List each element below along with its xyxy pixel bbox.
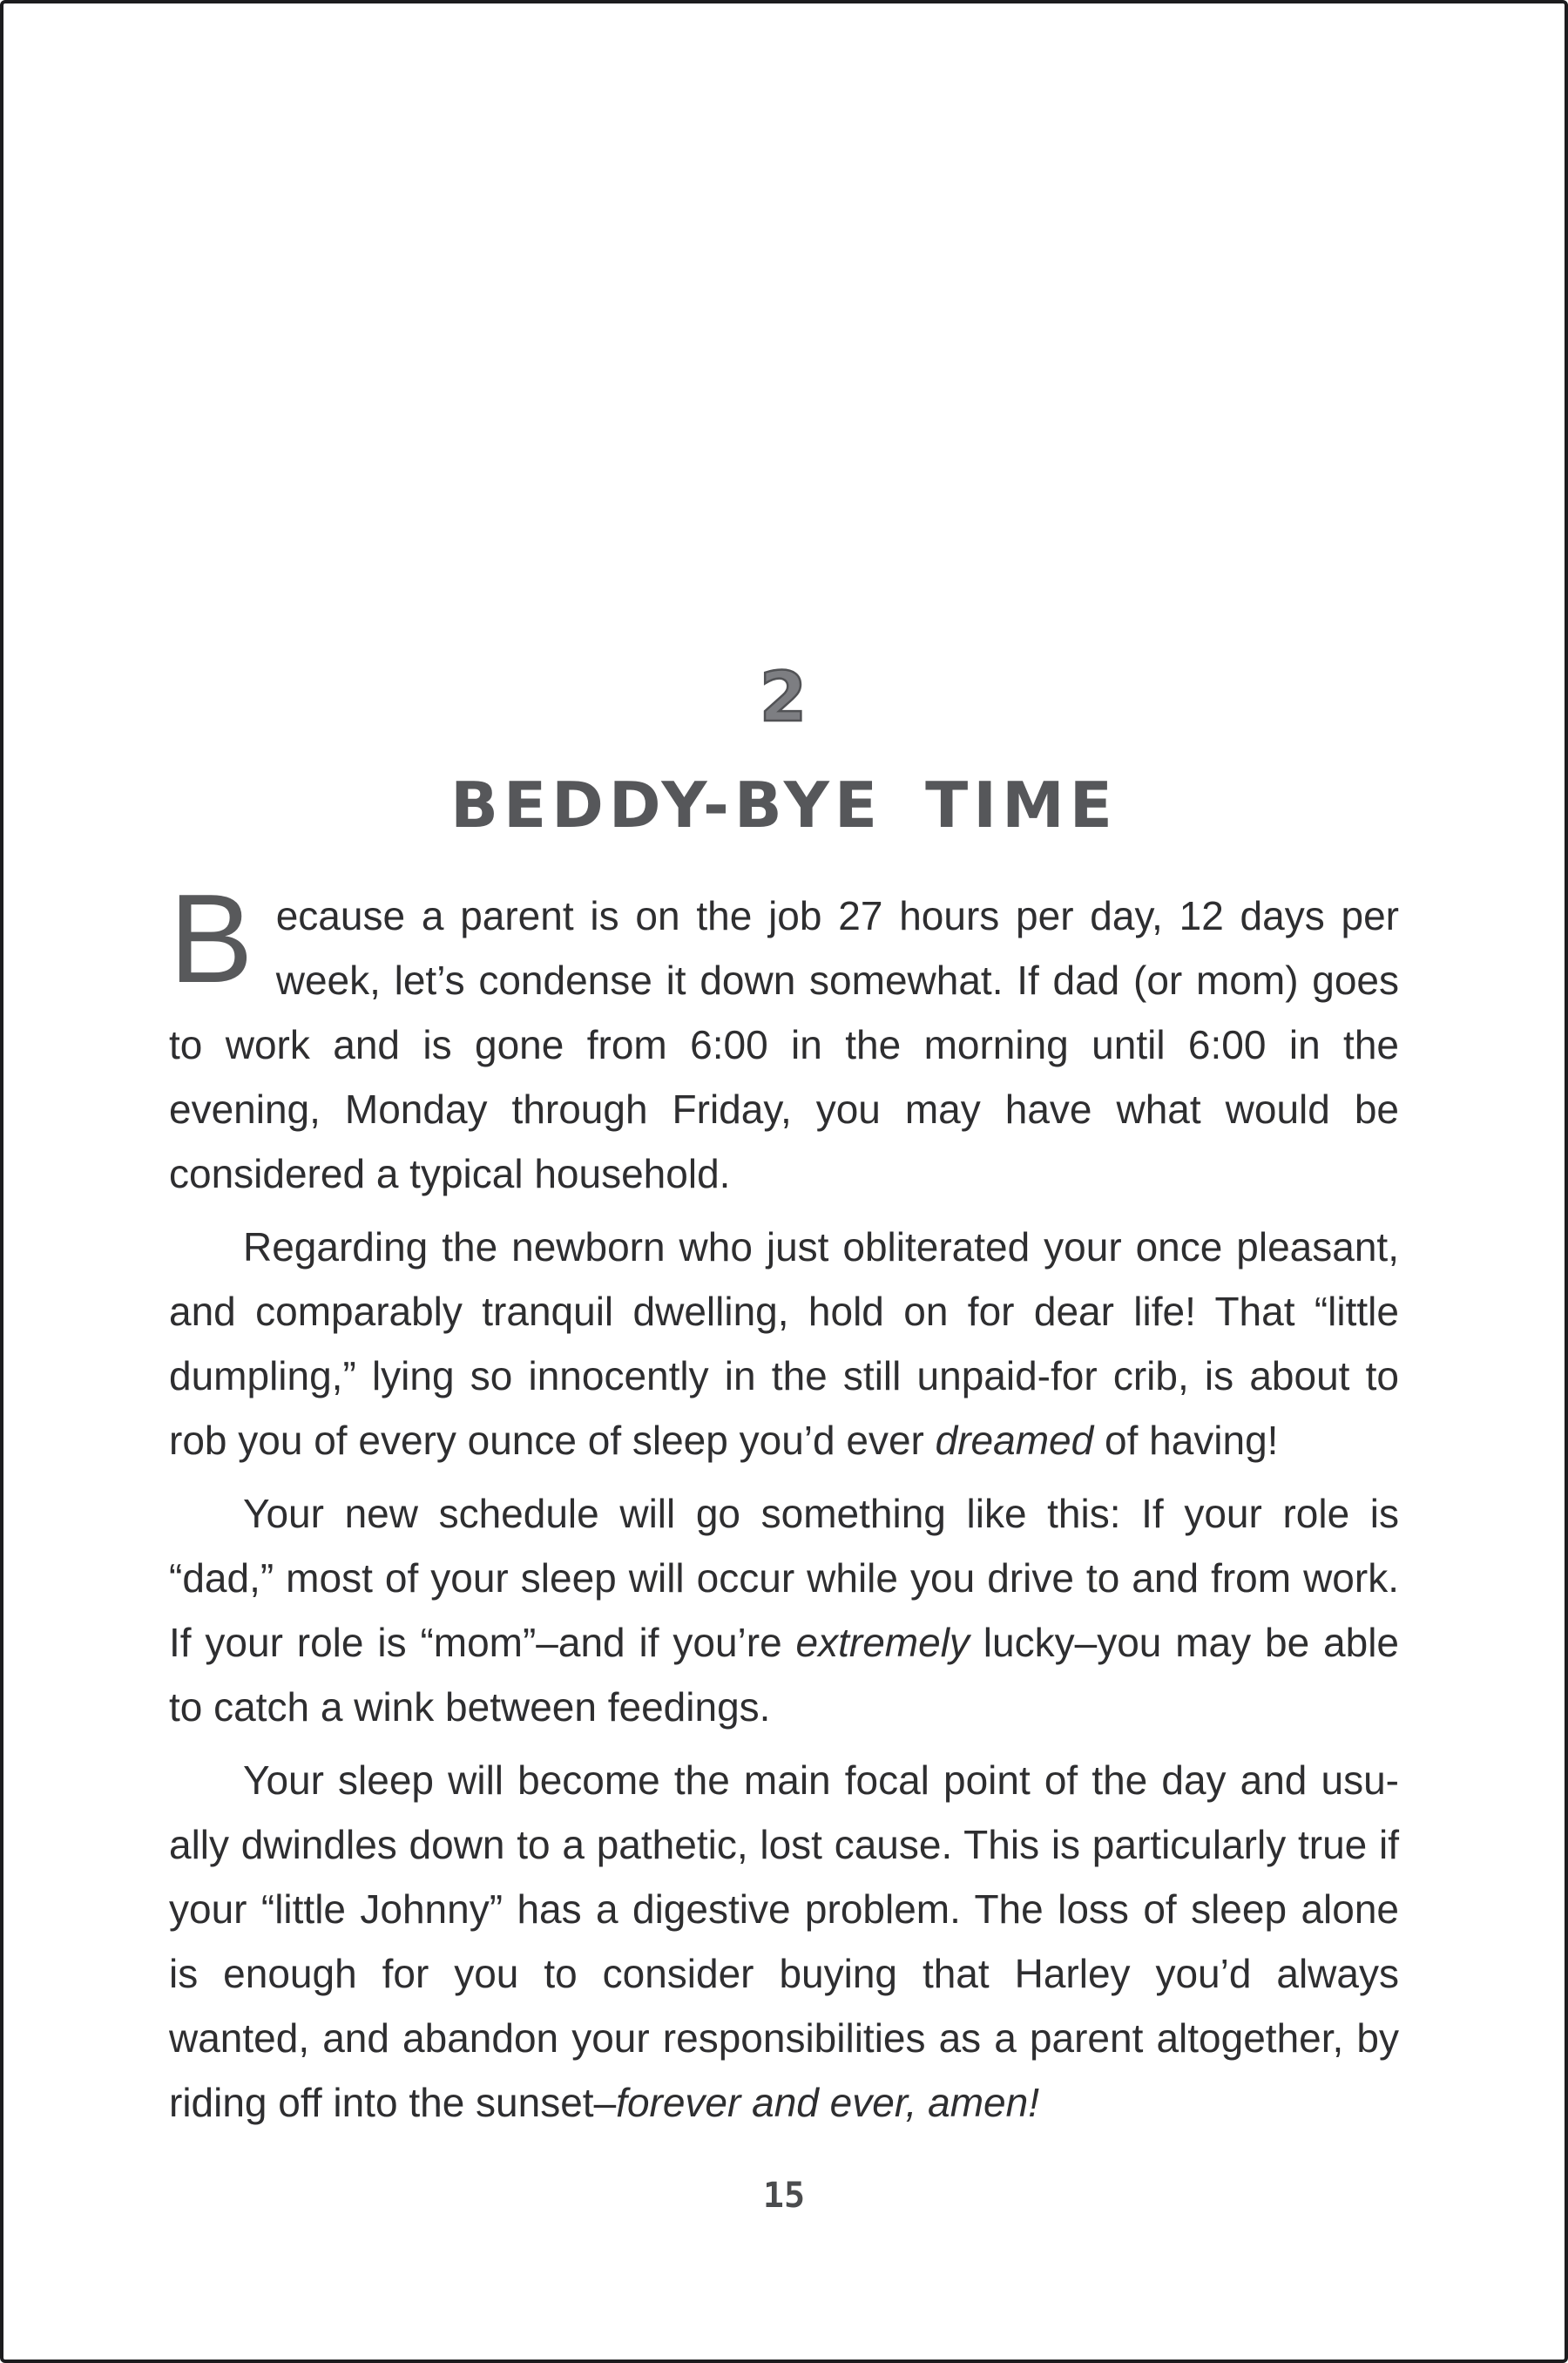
- text-run: ecause a parent is on the job 27 hours per day, 12 days per week, let’s condense it down somewhat. If dad (or mom) goes to work and is gone from 6:00 in the morning until 6:00 in the evening, Monday through Friday, you may have what would be considered a typical household.: [169, 893, 1399, 1196]
- text-run: Your sleep will become the main focal point of the day and usually dwindles down to a pathetic, lost cause. This is particularly true if your “little Johnny” has a digestive problem. The loss of sleep alone is enough for you to consider buying that Harley you’d always wanted, and abandon your responsibilities as a parent altogether, by riding off into the sunset–: [169, 1757, 1399, 2125]
- paragraph: [169, 1748, 1399, 2135]
- italic-text: forever and ever, amen!: [616, 2080, 1040, 2125]
- text-run: Your new schedule will go something like this: If your role is “dad,” most of your sleep will occur while you drive to and from work. If your role is “mom”–and if you’re: [169, 1491, 1399, 1665]
- page-number: 15: [762, 2176, 806, 2216]
- drop-cap: B: [169, 868, 253, 1009]
- italic-text: extremely: [795, 1620, 970, 1665]
- body-text: [169, 868, 1400, 2135]
- text-run: lucky–you may be able to catch a wink between feedings.: [169, 1620, 1400, 1730]
- text-run: of having!: [1093, 1418, 1279, 1463]
- chapter-title: BEDDY-BYE TIME: [450, 768, 1118, 842]
- text-run: Regarding the newborn who just obliterated your once pleasant, and comparably tranquil dwelling, hold on for dear life! That “little dumpling,” lying so innocently in the still unpaid-for crib, is about to rob you of every ounce of sleep you’d ever: [169, 1224, 1399, 1463]
- paragraph: [169, 1215, 1399, 1473]
- paragraph: [169, 1481, 1399, 1739]
- chapter-number: 2: [759, 659, 809, 737]
- paragraph: [169, 868, 1399, 1206]
- italic-text: dreamed: [935, 1418, 1094, 1463]
